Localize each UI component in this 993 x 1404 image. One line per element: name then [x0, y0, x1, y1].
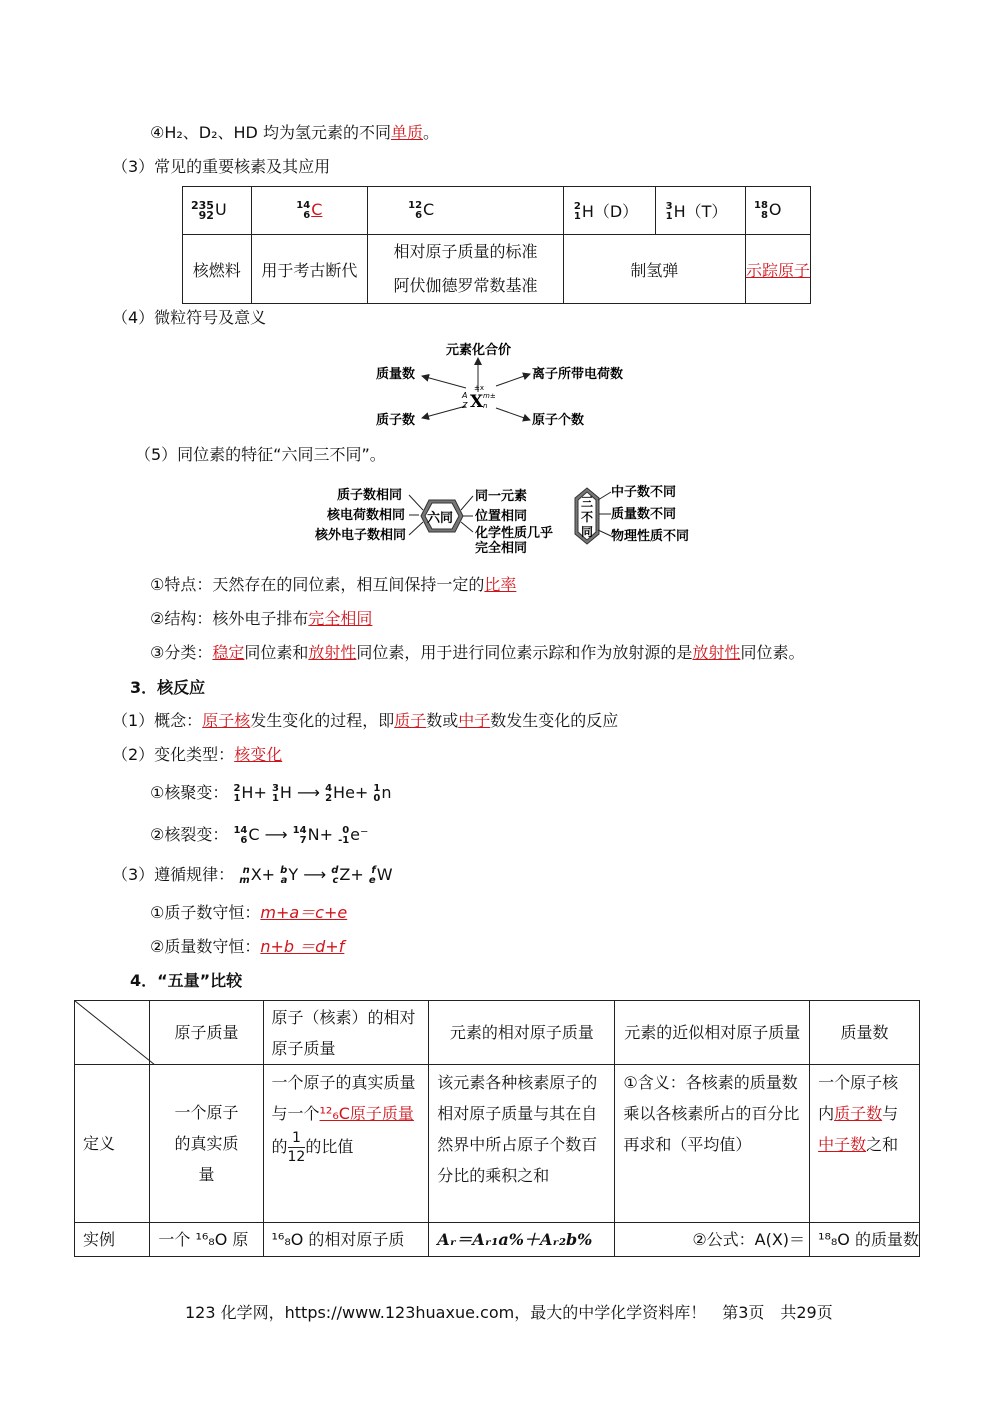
svg-text:位置相同: 位置相同 — [475, 509, 528, 524]
nuclide-h3: 3 1 H（T） — [655, 187, 745, 235]
svg-text:化学性质几乎: 化学性质几乎 — [475, 526, 554, 541]
header-element-relative-mass: 元素的相对原子质量 — [429, 1001, 615, 1065]
five-quantities-table — [74, 1000, 920, 1257]
header-element-approx-mass: 元素的近似相对原子质量 — [615, 1001, 810, 1065]
item4-line — [150, 120, 439, 143]
sec5-heading: （5）同位素的特征“六同三不同”。 — [135, 445, 386, 464]
element-symbol: X — [470, 392, 484, 412]
label-valence: 元素化合价 — [446, 343, 512, 358]
use-fuel: 核燃料 — [183, 235, 252, 304]
svg-text:Z: Z — [462, 401, 468, 410]
nuclear-reaction-heading: 3．核反应 — [130, 678, 206, 697]
svg-text:核电荷数相同: 核电荷数相同 — [327, 508, 406, 523]
svg-text:n: n — [483, 402, 488, 410]
def-mass-number: 一个原子核内质子数与中子数之和 — [810, 1065, 920, 1223]
feature-3: ③分类：稳定同位素和放射性同位素，用于进行同位素示踪和作为放射源的是放射性同位素。 — [150, 643, 805, 662]
nuclide-o18: 18 8 O — [745, 187, 810, 235]
reaction-arrow: ⟶ — [264, 825, 288, 844]
ex-element-approx-mass: ②公式：A(X)＝ — [615, 1223, 810, 1257]
use-hbomb: 制氢弹 — [563, 235, 745, 304]
header-atom-mass: 原子质量 — [150, 1001, 263, 1065]
fission-equation: ②核裂变： 14 6 C ⟶ 14 7 N+ 0 -1 e⁻ — [150, 824, 369, 846]
particle-symbol-diagram — [370, 336, 640, 436]
ex-mass-number: ¹⁸₈O 的质量数 — [810, 1223, 920, 1257]
six-same-label: 六同 — [427, 511, 454, 526]
svg-text:质子数相同: 质子数相同 — [337, 488, 403, 503]
nuclide-c12: 12 6 C — [368, 187, 564, 235]
item-number: ④ — [150, 123, 165, 142]
use-tracer: 示踪原子 — [745, 235, 810, 304]
conservation-2: ②质量数守恒：n+b ＝d+f — [150, 937, 345, 956]
example-row — [75, 1223, 920, 1257]
label-mass-number: 质量数 — [376, 367, 416, 382]
svg-text:±x: ±x — [474, 384, 485, 392]
feature-1: ①特点：天然存在的同位素，相互间保持一定的比率 — [150, 575, 517, 594]
item4-end: 。 — [422, 123, 439, 142]
label-proton-number: 质子数 — [376, 413, 416, 428]
diagonal-corner-cell — [75, 1001, 150, 1065]
def-element-relative-mass: 该元素各种核素原子的相对原子质量与其在自然界中所占原子个数百分比的乘积之和 — [429, 1065, 615, 1223]
nuclide-use-row — [183, 235, 811, 304]
svg-text:物理性质不同: 物理性质不同 — [611, 529, 690, 544]
definition-row — [75, 1065, 920, 1223]
change-type-line: （2）变化类型：核变化 — [112, 745, 283, 764]
rule-equation: （3）遵循规律： n m X+ b a Y ⟶ d c Z+ f e W — [112, 864, 393, 886]
sec4-heading: （4）微粒符号及意义 — [112, 308, 267, 327]
def-relative-atomic-mass: 一个原子的真实质量与一个¹²₆C原子质量的 $\frac{1}{12}$ 的比值 — [263, 1065, 429, 1223]
row-label-example: 实例 — [75, 1223, 150, 1257]
sec3-heading: （3）常见的重要核素及其应用 — [112, 157, 331, 176]
nuclide-u235: 235 92 U — [183, 187, 252, 235]
svg-text:同一元素: 同一元素 — [475, 489, 528, 504]
nuclide-header-row — [183, 187, 811, 235]
ex-element-relative-mass: Aᵣ＝Aᵣ₁a%＋Aᵣ₂b% — [429, 1223, 615, 1257]
answer-single-substance: 单质 — [390, 123, 423, 142]
page-footer: 123 化学网，https://www.123huaxue.com，最大的中学化学资料库！ 第3页 共29页 — [185, 1303, 833, 1322]
conservation-1: ①质子数守恒：m+a＝c+e — [150, 903, 348, 922]
feature-2: ②结构：核外电子排布完全相同 — [150, 609, 373, 628]
svg-text:m±: m± — [483, 392, 496, 400]
use-dating: 用于考古断代 — [251, 235, 368, 304]
svg-text:三: 三 — [581, 495, 594, 509]
row-label-definition: 定义 — [75, 1065, 150, 1223]
svg-text:不: 不 — [581, 510, 594, 524]
header-mass-number: 质量数 — [810, 1001, 920, 1065]
reaction-arrow: ⟶ — [303, 865, 327, 884]
item4-text: H₂、D₂、HD 均为氢元素的不同 — [164, 123, 391, 142]
svg-text:质量数不同: 质量数不同 — [611, 507, 677, 522]
svg-text:同: 同 — [581, 525, 594, 539]
nuclide-h2: 2 1 H（D） — [563, 187, 655, 235]
svg-text:中子数不同: 中子数不同 — [611, 485, 677, 500]
def-element-approx-mass: ①含义：各核素的质量数乘以各核素所占的百分比再求和（平均值） — [615, 1065, 810, 1223]
five-quantities-heading: 4．“五量”比较 — [130, 971, 243, 990]
five-header-row — [75, 1001, 920, 1065]
six-three-diagram — [315, 484, 695, 556]
header-relative-atomic-mass: 原子（核素）的相对原子质量 — [263, 1001, 429, 1065]
label-atom-count: 原子个数 — [532, 413, 585, 428]
concept-line: （1）概念：原子核发生变化的过程，即质子数或中子数发生变化的反应 — [112, 711, 619, 730]
use-standard: 相对原子质量的标准 阿伏伽德罗常数基准 — [368, 235, 564, 304]
ex-relative-atomic-mass: ¹⁶₈O 的相对原子质 — [263, 1223, 429, 1257]
label-ion-charge: 离子所带电荷数 — [532, 367, 624, 382]
svg-text:核外电子数相同: 核外电子数相同 — [315, 528, 407, 543]
nuclide-table — [182, 186, 811, 304]
def-atom-mass: 一个原子的真实质量 — [150, 1065, 263, 1223]
reaction-arrow: ⟶ — [297, 783, 320, 802]
svg-text:完全相同: 完全相同 — [475, 541, 528, 556]
ex-atom-mass: 一个 ¹⁶₈O 原 — [150, 1223, 263, 1257]
svg-text:A: A — [462, 391, 468, 400]
nuclide-c14: 14 6 C — [251, 187, 368, 235]
fusion-equation: ①核聚变： 2 1 H+ 3 1 H ⟶ 4 2 He+ 1 0 n — [150, 782, 392, 804]
